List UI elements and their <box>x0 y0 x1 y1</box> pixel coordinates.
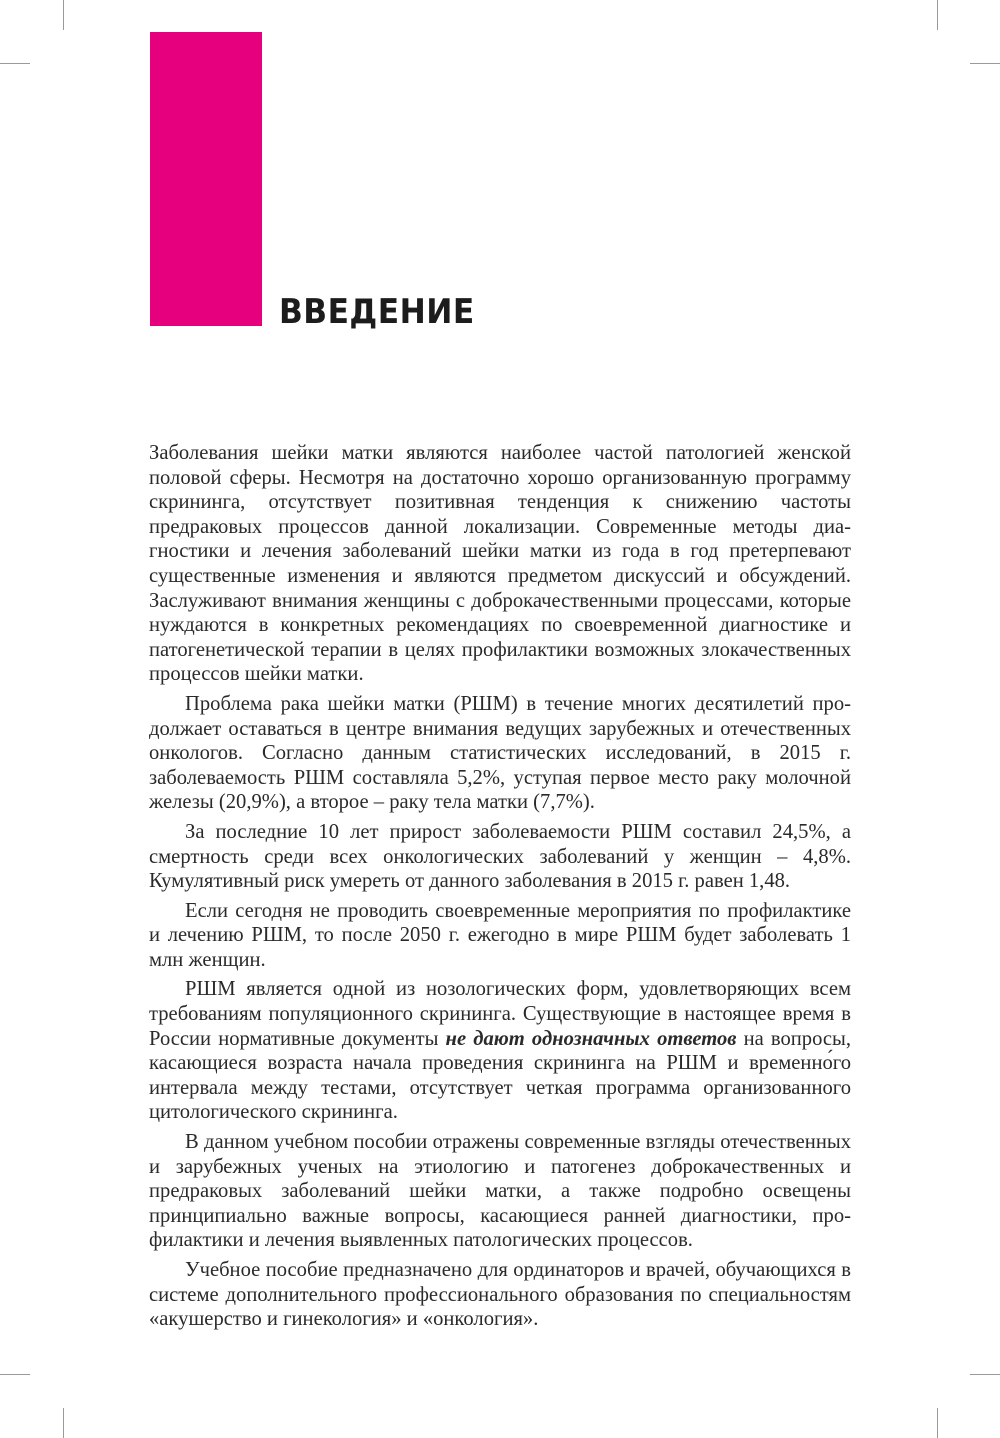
crop-mark <box>0 1374 30 1375</box>
paragraph-screening-before: РШМ является одной из нозологических форм, удовлетворяющих всем требованиям популяционного скрининга. Существующие в настоящее время в России нормативные документы <box>149 978 851 1050</box>
crop-mark <box>970 1374 1000 1375</box>
crop-mark <box>937 0 938 30</box>
paragraph-cervical-cancer-problem: Проблема рака шейки матки (РШМ) в течение многих десятилетий продолжает оставаться в центре внимания ведущих зарубежных и отечественных онкологов. Согласно данным статистических исследований, в 2015 г. заболеваемость РШМ составляла 5,2%, уступая первое место раку молочной железы (20,9%), а второе – раку тела матки (7,7%). <box>149 692 851 814</box>
crop-mark <box>0 63 30 64</box>
paragraph-manual-contents: В данном учебном пособии отражены современные взгляды отечественных и зарубежных ученых на этиологию и патогенез доброкачественных и предраковых заболеваний шейки матки, а также подробно освещены принципиально важные вопросы, касающиеся ранней диагностики, профилактики и лечения выявленных патологических процессов. <box>149 1131 851 1252</box>
paragraph-intro: Заболевания шейки матки являются наиболее частой патологией женской половой сферы. Несмотря на достаточно хорошо организованную программу скрининга, отсутствует позитивная тенденция к снижению частоты предраковых процессов данной локализации. Современные методы диагностики и лечения заболеваний шейки матки из года в год претерпевают существенные изменения и являются предметом дискуссий и обсуждений. Заслуживают внимания женщины с доброкачественными процессами, которые нуждаются в конкретных рекомендациях по своевременной диагностике и патогенетической терапии в целях профилактики возможных злокачественных процессов шейки матки. <box>149 442 851 686</box>
paragraph-incidence-growth: За последние 10 лет прирост заболеваемости РШМ составил 24,5%, а смертность среди всех онкологических заболеваний у женщин – 4,8%. Кумулятивный риск умереть от данного заболевания в 2015 г. равен 1,48. <box>149 820 851 893</box>
paragraph-screening <box>149 977 851 1125</box>
chapter-accent-block <box>150 32 262 326</box>
crop-mark <box>970 63 1000 64</box>
crop-mark <box>937 1408 938 1438</box>
chapter-body <box>149 441 851 1337</box>
paragraph-screening-after: на вопросы, касающиеся возраста начала проведения скрининга на РШМ и временно́го интервала между тестами, отсутствует четкая программа организованного цитологического скрининга. <box>149 1027 852 1124</box>
paragraph-forecast: Если сегодня не проводить своевременные мероприятия по профилактике и лечению РШМ, то после 2050 г. ежегодно в мире РШМ будет заболевать 1 млн женщин. <box>149 899 851 971</box>
crop-mark <box>63 0 64 30</box>
chapter-title: ВВЕДЕНИЕ <box>279 292 475 332</box>
emphasized-phrase: не дают однозначных ответов <box>445 1027 737 1050</box>
crop-mark <box>63 1408 64 1438</box>
paragraph-audience: Учебное пособие предназначено для ординаторов и врачей, обучающихся в системе дополнительного профессионального образования по специальностям «акушерство и гинекология» и «онкология». <box>149 1259 851 1331</box>
